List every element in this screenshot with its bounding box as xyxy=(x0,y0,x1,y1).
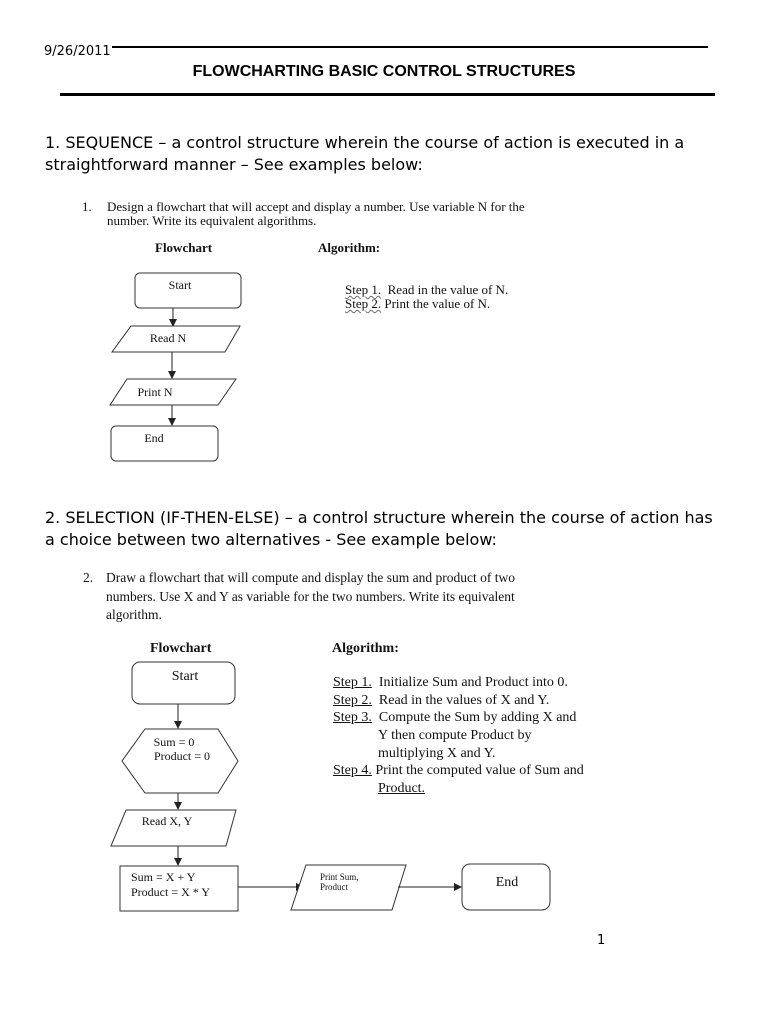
document-title: FLOWCHARTING BASIC CONTROL STRUCTURES xyxy=(192,63,576,80)
print-label-line-2: Product xyxy=(320,882,348,892)
algorithm-2-step-4-line-2: Product. xyxy=(378,781,426,796)
algorithm-2-step-3-line-3: multiplying X and Y. xyxy=(378,746,496,761)
step-text: Print the computed value of Sum and xyxy=(375,763,584,778)
read-label: Read N xyxy=(149,331,187,345)
flowchart-1 xyxy=(110,273,241,461)
end-terminal xyxy=(111,426,218,461)
print-io xyxy=(110,379,236,405)
step-label: Step 1. xyxy=(345,282,382,297)
problem-1-line-1: Design a flowchart that will accept and display a number. Use variable N for the xyxy=(107,199,525,214)
flowchart-1-label: Flowchart xyxy=(155,240,213,255)
compute-label-line-1: Sum = X + Y xyxy=(131,870,196,884)
step-text: Read in the values of X and Y. xyxy=(378,693,550,708)
start-label: Start xyxy=(171,669,199,684)
end-label: End xyxy=(495,875,519,890)
init-label-line-2: Product = 0 xyxy=(153,749,211,763)
start-label: Start xyxy=(168,278,192,292)
document-date: 9/26/2011 xyxy=(44,44,111,59)
print-label: Print N xyxy=(137,385,173,399)
algorithm-1-label: Algorithm: xyxy=(318,240,381,255)
step-label: Step 1. xyxy=(333,675,372,690)
flowchart-2-label: Flowchart xyxy=(150,641,212,656)
end-label: End xyxy=(144,431,164,445)
problem-2-number: 2. xyxy=(83,570,94,585)
section-1-heading-line-1: 1. SEQUENCE – a control structure wherein the course of action is executed in a xyxy=(45,133,685,152)
algorithm-2-step-3-line-2: Y then compute Product by xyxy=(378,728,532,743)
step-label: Step 4. xyxy=(333,763,372,778)
problem-1-line-2: number. Write its equivalent algorithms. xyxy=(107,213,317,228)
compute-label-line-2: Product = X * Y xyxy=(131,885,210,899)
problem-2-line-1: Draw a flowchart that will compute and display the sum and product of two xyxy=(106,570,516,585)
algorithm-2-label: Algorithm: xyxy=(332,641,399,656)
init-label-line-1: Sum = 0 xyxy=(153,735,195,749)
step-text: Initialize Sum and Product into 0. xyxy=(378,675,568,690)
problem-2-line-2: numbers. Use X and Y as variable for the two numbers. Write its equivalent xyxy=(106,589,515,604)
problem-1-number: 1. xyxy=(82,199,92,214)
flowchart-2 xyxy=(111,662,550,911)
page-number: 1 xyxy=(597,933,606,948)
step-text: Print the value of N. xyxy=(384,296,491,311)
step-text: Read in the value of N. xyxy=(387,282,509,297)
section-2-heading-line-2: a choice between two alternatives - See example below: xyxy=(45,530,497,549)
step-label: Step 2. xyxy=(333,693,372,708)
read-label: Read X, Y xyxy=(141,814,193,828)
section-1-heading-line-2: straightforward manner – See examples below: xyxy=(45,155,423,174)
step-text: Compute the Sum by adding X and xyxy=(378,710,577,725)
problem-2-line-3: algorithm. xyxy=(106,607,162,622)
step-label: Step 3. xyxy=(333,710,372,725)
print-label-line-1: Print Sum, xyxy=(320,872,359,882)
step-label: Step 2. xyxy=(345,296,382,311)
section-2-heading-line-1: 2. SELECTION (IF-THEN-ELSE) – a control structure wherein the course of action has xyxy=(45,508,713,527)
